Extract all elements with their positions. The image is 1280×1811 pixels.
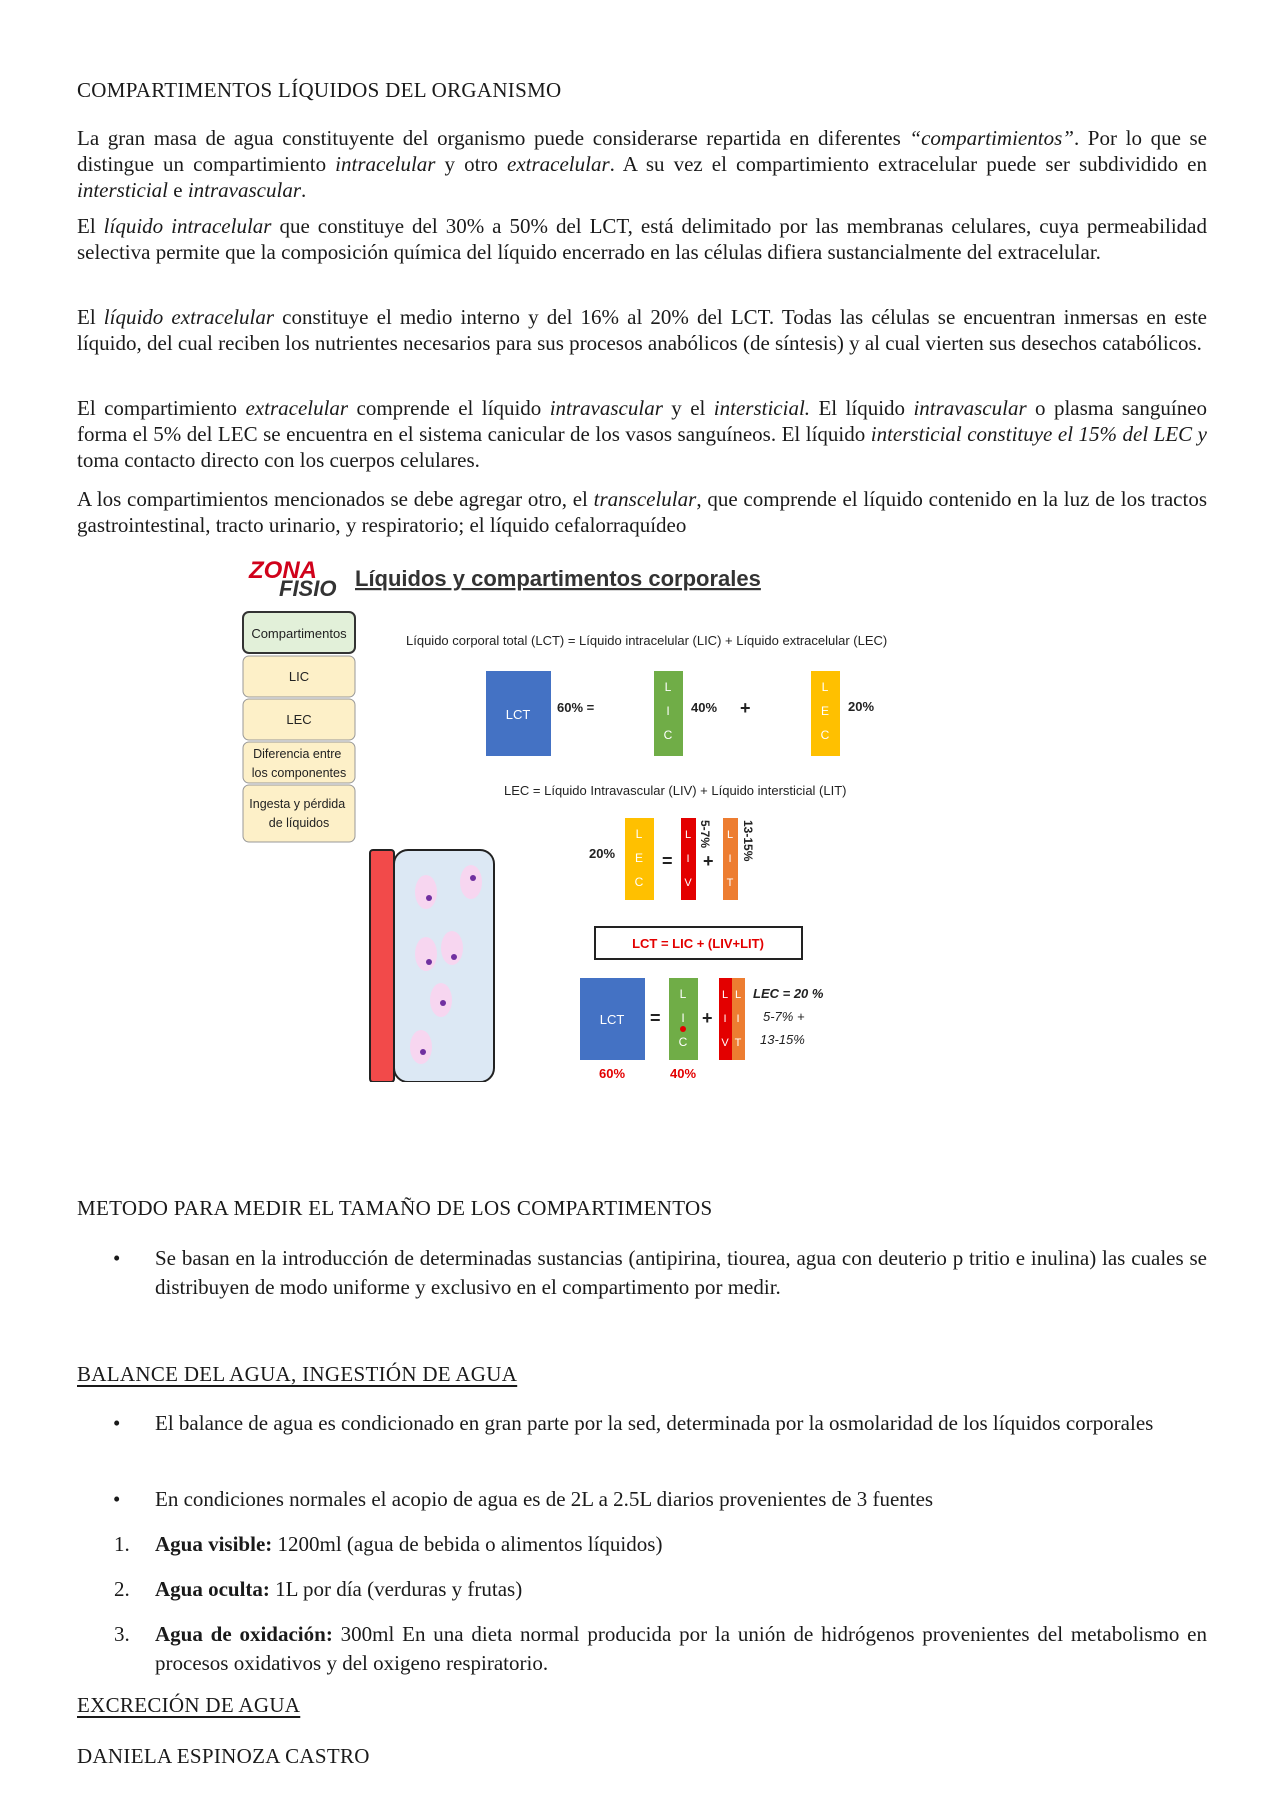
bullet-mark: • — [113, 1487, 121, 1511]
liv-percent: 5-7% — [698, 820, 712, 849]
item-text: 300ml En una dieta normal producida por la unión de hidrógenos provenientes del metabolismo en procesos oxidativos y del oxigeno respiratorio. — [155, 1622, 1208, 1675]
text-run: . Por lo que se distingue un compartimiento — [77, 126, 1208, 176]
italic-text: “compartimientos” — [909, 126, 1074, 150]
menu-label: Compartimentos — [251, 626, 347, 641]
text-run: El líquido — [810, 396, 914, 420]
bottom-lic-percent: 40% — [669, 1066, 697, 1081]
italic-text: intravascular — [549, 396, 663, 420]
text-run: constituye el medio interno y del 16% al 20% del LCT. Todas las células se encuentran inmersas en este líquido, del cual reciben los nutrientes necesarios para sus procesos anabólicos (de síntesis) y al cual vierten sus desechos catabólicos. — [77, 305, 1207, 355]
italic-text: intersticial — [77, 178, 168, 202]
liv-letter: V — [721, 1037, 729, 1049]
cell — [430, 983, 452, 1017]
cell — [460, 865, 482, 899]
figure-title: Líquidos y compartimentos corporales — [355, 566, 761, 591]
italic-text: extracelular — [245, 396, 349, 420]
lec-letter: E — [820, 704, 830, 718]
bullet-metodo — [77, 1244, 1207, 1302]
italic-text: intravascular — [187, 178, 301, 202]
lit-letter: I — [728, 853, 732, 865]
lic-letter: C — [663, 728, 673, 742]
cell-nucleus — [440, 1000, 446, 1006]
equation-lct: Líquido corporal total (LCT) = Líquido intracelular (LIC) + Líquido extracelular (LEC) — [406, 633, 888, 648]
item-text: 1L por día (verduras y frutas) — [269, 1577, 523, 1601]
section-title-compartimentos: COMPARTIMENTOS LÍQUIDOS DEL ORGANISMO — [77, 78, 562, 102]
lit-letter: T — [726, 877, 734, 889]
plus-sign-2: + — [703, 851, 714, 871]
lic-letter: I — [666, 704, 670, 718]
figure-svg — [241, 552, 941, 1082]
text-run: y el — [662, 396, 714, 420]
italic-text: transcelular — [593, 487, 697, 511]
paragraph-4 — [77, 395, 1207, 473]
lct-label: LCT — [505, 707, 531, 722]
lct-percent: 60% = — [557, 700, 595, 715]
cell-nucleus — [470, 875, 476, 881]
bottom-lct-label: LCT — [599, 1012, 625, 1027]
item-number: 2. — [114, 1577, 130, 1601]
italic-text: líquido intracelular — [103, 214, 272, 238]
menu-label-line: Ingesta y pérdida — [249, 797, 346, 811]
lec-letter: E — [634, 851, 644, 865]
logo-fisio: FISIO — [279, 576, 337, 601]
cell-nucleus — [426, 959, 432, 965]
cell — [410, 1030, 432, 1064]
menu-label: LIC — [288, 669, 310, 684]
item-number: 3. — [114, 1622, 130, 1646]
cell — [415, 937, 437, 971]
italic-text: líquido extracelular — [103, 305, 275, 329]
lic-letter: C — [678, 1035, 688, 1049]
italic-text: intravascular — [913, 396, 1027, 420]
lic-percent: 40% — [691, 700, 718, 715]
italic-text: intersticial constituye el 15% del LEC y — [870, 422, 1207, 446]
legend-lec: LEC = 20 % — [753, 986, 824, 1001]
text-run: El — [77, 214, 104, 238]
lec-letter: L — [635, 827, 643, 841]
item-label: Agua visible: — [155, 1532, 273, 1556]
menu-item-ingesta — [243, 785, 355, 842]
menu-label-line: de líquidos — [268, 816, 330, 830]
lec-percent: 20% — [848, 699, 875, 714]
bullet-mark: • — [113, 1246, 121, 1270]
liv-letter: I — [723, 1013, 727, 1025]
italic-text: intracelular — [335, 152, 436, 176]
plus-sign-3: + — [702, 1008, 713, 1028]
lec-letter: C — [820, 728, 830, 742]
lic-letter: L — [679, 987, 687, 1001]
text-run: comprende el líquido — [348, 396, 550, 420]
lit-percent: 13-15% — [741, 820, 755, 862]
equals-sign: = — [662, 851, 673, 871]
cell-nucleus — [451, 954, 457, 960]
bullet-balance-2 — [77, 1485, 1207, 1514]
liv-letter: V — [684, 877, 692, 889]
item-label: Agua oculta: — [155, 1577, 270, 1601]
text-run: que constituye del 30% a 50% del LCT, está delimitado por las membranas celulares, cuya permeabilidad selectiva permite que la composición química del líquido encerrado en las células difiera sustancialmente del extracelular. — [77, 214, 1207, 264]
formula-text: LCT = LIC + (LIV+LIT) — [632, 936, 764, 951]
legend-lit: 13-15% — [760, 1032, 805, 1047]
bullet-balance-1 — [77, 1409, 1207, 1438]
cell-nucleus — [426, 895, 432, 901]
menu-label-line: Diferencia entre — [253, 747, 342, 761]
section-title-metodo: METODO PARA MEDIR EL TAMAÑO DE LOS COMPARTIMENTOS — [77, 1196, 713, 1220]
text-run: . A su vez el compartimiento extracelular puede ser subdividido en — [609, 152, 1208, 176]
section-title-excrecion: EXCRECIÓN DE AGUA — [77, 1693, 301, 1717]
logo-zona: ZONA — [249, 557, 317, 584]
text-run: La gran masa de agua constituyente del organismo puede considerarse repartida en diferentes — [77, 126, 910, 150]
lec-letter: L — [821, 680, 829, 694]
lec-percent-2: 20% — [589, 846, 616, 861]
text-run: e — [168, 178, 188, 202]
lit-letter: I — [736, 1013, 740, 1025]
liv-letter: L — [684, 829, 692, 841]
liv-letter: I — [686, 853, 690, 865]
bullet-mark: • — [113, 1411, 121, 1435]
numbered-item-1 — [77, 1530, 1207, 1559]
text-run: El compartimiento — [77, 396, 246, 420]
bullet-text: Se basan en la introducción de determinadas sustancias (antipirina, tiourea, agua con deuterio p tritio e inulina) las cuales se distribuyen de modo uniforme y exclusivo en el compartimento por medir. — [155, 1246, 1207, 1299]
cell — [415, 875, 437, 909]
italic-text: intersticial. — [713, 396, 811, 420]
liv-letter: L — [721, 989, 729, 1001]
numbered-item-3 — [77, 1620, 1207, 1678]
paragraph-1 — [77, 125, 1207, 203]
numbered-item-2 — [77, 1575, 1207, 1604]
text-run: . — [301, 178, 307, 202]
text-run: A los compartimientos mencionados se debe agregar otro, el — [77, 487, 594, 511]
lic-letter: L — [664, 680, 672, 694]
item-number: 1. — [114, 1532, 130, 1556]
section-title-balance: BALANCE DEL AGUA, INGESTIÓN DE AGUA — [77, 1362, 518, 1386]
equals-sign-3: = — [650, 1008, 661, 1028]
item-text: 1200ml (agua de bebida o alimentos líquidos) — [272, 1532, 663, 1556]
paragraph-5 — [77, 486, 1207, 538]
lit-letter: L — [734, 989, 742, 1001]
lit-letter: T — [734, 1037, 742, 1049]
legend-liv: 5-7% + — [763, 1009, 805, 1024]
bullet-text: En condiciones normales el acopio de agua es de 2L a 2.5L diarios provenientes de 3 fuentes — [155, 1487, 934, 1511]
blood-vessel — [370, 850, 394, 1082]
menu-label: LEC — [286, 712, 312, 727]
equation-lec: LEC = Líquido Intravascular (LIV) + Líquido intersticial (LIT) — [504, 783, 847, 798]
cell-nucleus — [420, 1049, 426, 1055]
text-run: y otro — [435, 152, 507, 176]
red-dot — [680, 1026, 686, 1032]
menu-label-line: los componentes — [251, 766, 347, 780]
bullet-text: El balance de agua es condicionado en gran parte por la sed, determinada por la osmolaridad de los líquidos corporales — [155, 1411, 1154, 1435]
figure-liquidos-compartimentos — [241, 552, 941, 1082]
author-name: DANIELA ESPINOZA CASTRO — [77, 1744, 370, 1768]
bottom-lct-percent: 60% — [598, 1066, 626, 1081]
paragraph-3 — [77, 304, 1207, 356]
cell — [441, 931, 463, 965]
lic-letter: I — [681, 1011, 685, 1025]
lec-letter: C — [634, 875, 644, 889]
text-run: , que comprende el líquido contenido en la luz de los tractos gastrointestinal, tracto urinario, y respiratorio; el líquido cefalorraquídeo — [77, 487, 1207, 537]
plus-sign: + — [740, 698, 751, 718]
text-run: toma contacto directo con los cuerpos celulares. — [77, 448, 480, 472]
item-label: Agua de oxidación: — [155, 1622, 333, 1646]
italic-text: extracelular — [507, 152, 610, 176]
text-run: o plasma sanguíneo forma el 5% del LEC se encuentra en el sistema canicular de los vasos sanguíneos. El líquido — [77, 396, 1208, 446]
lit-letter: L — [726, 829, 734, 841]
text-run: El — [77, 305, 104, 329]
paragraph-2 — [77, 213, 1207, 265]
